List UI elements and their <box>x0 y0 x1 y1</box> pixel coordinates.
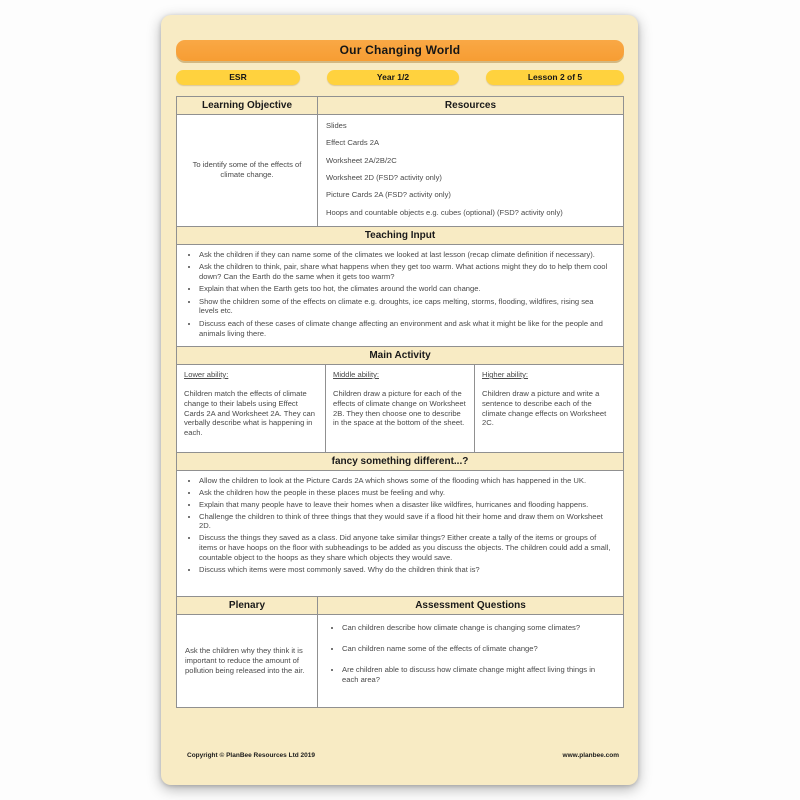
fancy-item: • Allow the children to look at the Picture Cards 2A which shows some of the flooding which has happened in the UK. <box>199 476 613 486</box>
year-group-pill: Year 1/2 <box>327 70 459 85</box>
main-activity-heading: Main Activity <box>176 346 624 365</box>
middle-ability-label: Middle ability: <box>333 370 380 380</box>
fancy-item: • Discuss which items were most commonly saved. Why do the children think that is? <box>199 565 613 575</box>
middle-ability-cell <box>325 365 474 452</box>
resource-item: Worksheet 2A/2B/2C <box>326 155 397 165</box>
teaching-input-item: • Explain that when the Earth gets too hot, the climates around the world can change. <box>199 284 613 294</box>
copyright-text: Copyright © PlanBee Resources Ltd 2019 <box>187 752 315 759</box>
fancy-item: • Explain that many people have to leave their homes when a disaster like wildfires, hurricanes and flooding happens. <box>199 500 613 510</box>
higher-ability-cell <box>474 365 623 452</box>
resources-header: Resources <box>317 97 623 114</box>
assessment-questions-cell <box>317 615 623 707</box>
plenary-header: Plenary <box>228 600 266 612</box>
page-title: Our Changing World <box>176 40 624 61</box>
assessment-question: • Can children name some of the effects of climate change? <box>342 644 611 654</box>
lower-ability-text: Children match the effects of climate change to their labels using Effect Cards 2A and Worksheet 2A. They can verbally describe what is happening in each. <box>184 388 315 438</box>
objective-resources-body-row <box>177 114 623 226</box>
assessment-questions-header: Assessment Questions <box>317 597 623 614</box>
fancy-something-different-list <box>177 471 623 582</box>
learning-objective-header: Learning Objective <box>201 100 293 111</box>
page-content <box>176 40 624 708</box>
higher-ability-label: Higher ability: <box>482 370 529 380</box>
resource-item: Effect Cards 2A <box>326 138 380 148</box>
lesson-plan-table <box>176 96 624 708</box>
main-activity-row <box>176 364 624 453</box>
middle-ability-text: Children draw a picture for each of the effects of climate change on Worksheet 2B. They then choose one to describe in the space at the bottom of the sheet. <box>333 388 466 428</box>
plenary-assessment-table <box>176 596 624 708</box>
resource-item: Slides <box>326 121 347 130</box>
plenary-assessment-header-row <box>177 597 623 614</box>
resource-item: Hoops and countable objects e.g. cubes (optional) (FSD? activity only) <box>326 207 563 217</box>
objective-resources-header-row <box>177 97 623 114</box>
higher-ability-text: Children draw a picture and write a sentence to describe each of the climate change effects on Worksheet 2C. <box>482 388 607 428</box>
lower-ability-label: Lower ability: <box>184 370 229 380</box>
website-link[interactable]: www.planbee.com <box>562 752 619 759</box>
plenary-text: Ask the children why they think it is important to reduce the amount of pollution being released into the air. <box>185 646 305 675</box>
resource-item: Picture Cards 2A (FSD? activity only) <box>326 190 451 200</box>
teaching-input-item: • Show the children some of the effects on climate e.g. droughts, ice caps melting, storms, flooding, wildfires, rising sea levels etc. <box>199 297 613 317</box>
resource-item: Worksheet 2D (FSD? activity only) <box>326 173 442 183</box>
lesson-number-pill: Lesson 2 of 5 <box>486 70 624 85</box>
info-pill-row <box>176 70 624 85</box>
plenary-assessment-body-row <box>177 614 623 707</box>
teaching-input-item: • Discuss each of these cases of climate change affecting an environment and ask what it might be like for the people and animals living there. <box>199 319 613 339</box>
teaching-input-heading: Teaching Input <box>176 226 624 245</box>
teaching-input-box <box>176 244 624 347</box>
fancy-item: • Ask the children how the people in these places must be feeling and why. <box>199 488 613 498</box>
fancy-something-different-heading: fancy something different...? <box>176 452 624 471</box>
resources-list <box>318 117 623 224</box>
assessment-question: • Can children describe how climate change is changing some climates? <box>342 623 611 633</box>
fancy-item: • Challenge the children to think of three things that they would save if a flood hit their home and draw them on Worksheet 2D. <box>199 512 613 532</box>
teaching-input-list <box>177 245 623 346</box>
teaching-input-item: • Ask the children to think, pair, share what happens when they get too warm. What actions might they do to help them cool down? Can the Earth do the same when it gets too warm? <box>199 262 613 282</box>
assessment-question: • Are children able to discuss how climate change might affect living things in each area? <box>342 665 611 685</box>
learning-objective-text: To identify some of the effects of climate change. <box>192 160 302 180</box>
teaching-input-item: • Ask the children if they can name some of the climates we looked at last lesson (recap climate definition if necessary). <box>199 250 613 260</box>
objective-resources-table <box>176 96 624 227</box>
page-footer <box>187 752 619 759</box>
subject-pill: ESR <box>176 70 300 85</box>
assessment-questions-list <box>318 615 623 701</box>
fancy-something-different-box <box>176 470 624 597</box>
fancy-item: • Discuss the things they saved as a class. Did anyone take similar things? Either create a tally of the items or groups of items or have hoops on the floor with subheadings to be added as you discuss the objects. The children could add a small, countable object to the hoops as they share which objects they would save. <box>199 533 613 563</box>
lesson-plan-page <box>161 15 638 785</box>
lower-ability-cell <box>177 365 325 452</box>
resources-cell <box>317 115 623 226</box>
